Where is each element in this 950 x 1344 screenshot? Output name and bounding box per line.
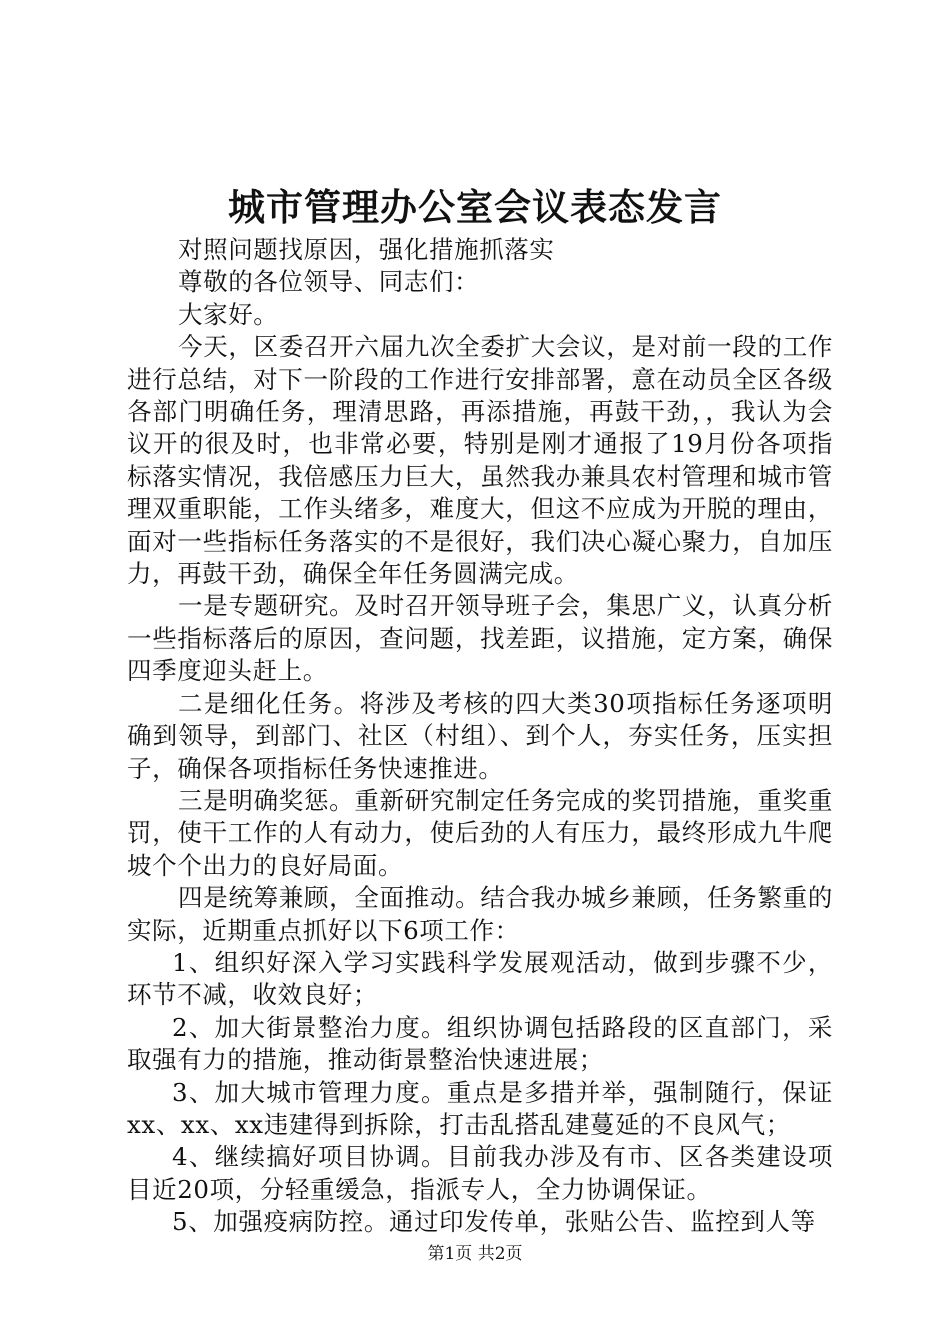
- page-footer: 第1页 共2页: [427, 1244, 523, 1264]
- subtitle-paragraph: 对照问题找原因，强化措施抓落实: [178, 235, 555, 264]
- list-item: 1、组织好深入学习实践科学发展观活动，做到步骤不少，环节不减，收效良好；: [127, 947, 833, 1010]
- list-item: 5、加强疫病防控。通过印发传单，张贴公告、监控到人等: [172, 1207, 816, 1237]
- body-paragraph: 一是专题研究。及时召开领导班子会，集思广义，认真分析一些指标落后的原因，查问题，找差距，议措施，定方案，确保四季度迎头赶上。: [127, 591, 833, 686]
- greeting-paragraph: 大家好。: [178, 299, 279, 329]
- salutation-paragraph: 尊敬的各位领导、同志们：: [178, 267, 480, 297]
- body-paragraph: 四是统筹兼顾，全面推动。结合我办城乡兼顾，任务繁重的实际，近期重点抓好以下6项工作：: [127, 883, 833, 945]
- list-item: 4、继续搞好项目协调。目前我办涉及有市、区各类建设项目近20项，分轻重缓急，指派专人，全力协调保证。: [127, 1142, 833, 1204]
- document-title: 城市管理办公室会议表态发言: [228, 185, 722, 229]
- list-item: 2、加大街景整治力度。组织协调包括路段的区直部门，采取强有力的措施，推动街景整治快速进展；: [127, 1012, 833, 1075]
- body-paragraph: 今天，区委召开六届九次全委扩大会议，是对前一段的工作进行总结，对下一阶段的工作进行安排部署，意在动员全区各级各部门明确任务，理清思路，再添措施，再鼓干劲，，我认为会议开的很及时，也非常必要，特别是刚才通报了19月份各项指标落实情况，我倍感压力巨大，虽然我办兼具农村管理和城市管理双重职能，工作头绪多，难度大，但这不应成为开脱的理由，面对一些指标任务落实的不是很好，我们决心凝心聚力，自加压力，再鼓干劲，确保全年任务圆满完成。: [127, 332, 833, 589]
- document-body: [127, 234, 833, 1239]
- body-paragraph: 三是明确奖惩。重新研究制定任务完成的奖罚措施，重奖重罚，使干工作的人有动力，使后劲的人有压力，最终形成九牛爬坡个个出力的良好局面。: [127, 785, 833, 880]
- list-item: 3、加大城市管理力度。重点是多措并举，强制随行，保证xx、xx、xx违建得到拆除，打击乱搭乱建蔓延的不良风气；: [127, 1077, 833, 1139]
- body-paragraph: 二是细化任务。将涉及考核的四大类30项指标任务逐项明确到领导，到部门、社区（村组）、到个人，夯实任务，压实担子，确保各项指标任务快速推进。: [127, 688, 833, 783]
